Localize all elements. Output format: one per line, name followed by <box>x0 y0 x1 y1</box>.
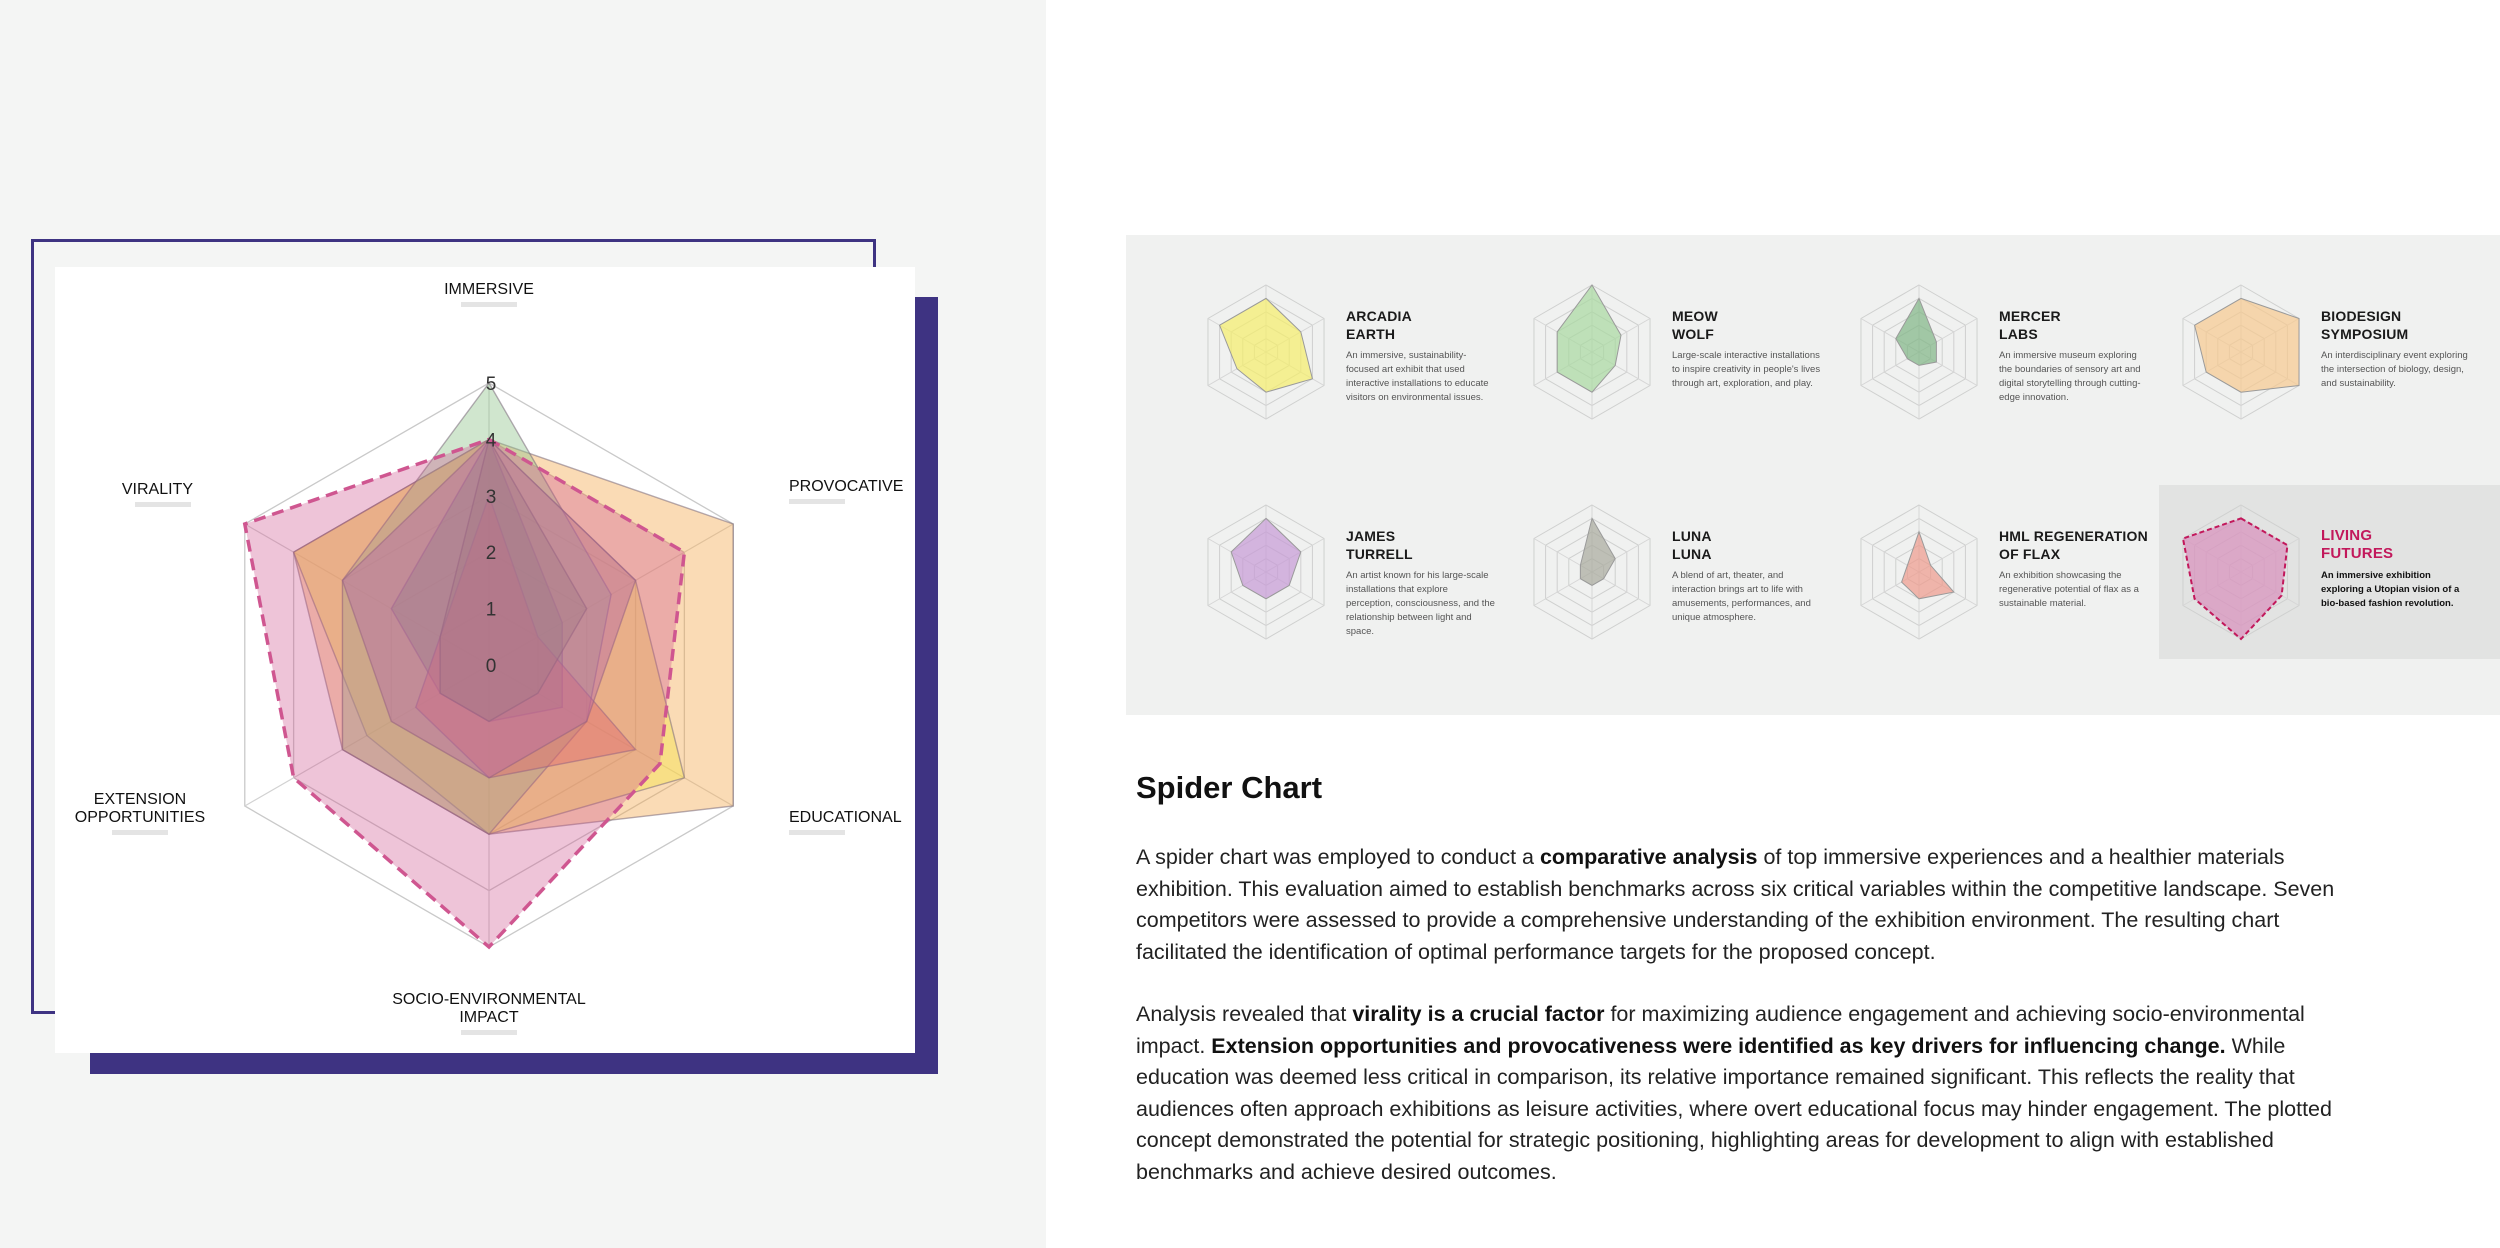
p2-text-c: for maximizing audience engagement and achieving socio-environmental impact. <box>1136 1002 2305 1058</box>
axis-label-socio-environmental-impact <box>392 991 586 1035</box>
p2-text-e: While education was deemed less critical in comparison, its relative importance remained significant. This reflects the reality that audiences often approach exhibitions as leisure activities, where overt educational focus may hinder engagement. The plotted concept demonstrated the potential for strategic positioning, highlighting areas for development to align with established benchmarks and achieve desired outcomes. <box>1136 1033 2332 1184</box>
competitor-card-luna-luna <box>1522 497 1842 657</box>
mini-spider-chart <box>1522 277 1672 437</box>
mini-spider-chart <box>1196 497 1346 657</box>
competitor-description: An artist known for his large-scale installations that explore perception, consciousness, and the relationship between light and space. <box>1346 570 1495 637</box>
tick-label: 2 <box>485 543 497 565</box>
mini-series-polygon <box>2195 298 2299 392</box>
competitor-description: An exhibition showcasing the regenerative potential of flax as a sustainable material. <box>1999 570 2139 609</box>
axis-label-provocative <box>789 478 903 504</box>
competitor-panel <box>1126 235 2500 715</box>
tick-label: 1 <box>485 599 497 621</box>
axis-label-underline <box>112 830 168 835</box>
mini-series-polygon <box>1557 285 1621 392</box>
paragraph-intro <box>1136 842 2370 968</box>
axis-label-virality <box>122 481 193 507</box>
competitor-card-living-futures <box>2171 497 2491 657</box>
tick-label: 3 <box>485 486 497 508</box>
svg-text:VIRALITY: VIRALITY <box>121 481 193 498</box>
competitor-card-hml-regeneration-of-flax <box>1849 497 2169 657</box>
competitor-name: BIODESIGN SYMPOSIUM <box>2321 308 2409 342</box>
paragraph-analysis <box>1136 999 2370 1188</box>
svg-text:PROVOCATIVE: PROVOCATIVE <box>789 478 904 495</box>
competitor-description: An immersive museum exploring the boundaries of sensory art and digital storytelling through cutting-edge innovation. <box>1999 350 2141 403</box>
axis-label-underline <box>789 830 845 835</box>
tick-label: 0 <box>485 656 497 677</box>
axis-label-underline <box>461 302 517 307</box>
competitor-description: A blend of art, theater, and interaction brings art to life with amusements, performances, and unique atmosphere. <box>1672 570 1811 623</box>
competitor-card-james-turrell <box>1196 497 1516 657</box>
axis-label-underline <box>789 499 845 504</box>
p2-text-a: Analysis revealed that <box>1136 1002 1353 1026</box>
competitor-name: JAMES TURRELL <box>1346 528 1413 562</box>
mini-series-polygon <box>1231 518 1301 598</box>
main-spider-chart <box>55 267 915 1053</box>
mini-spider-chart <box>1196 277 1346 437</box>
mini-spider-chart <box>1522 497 1672 657</box>
mini-spider-chart <box>2171 497 2321 657</box>
competitor-name: ARCADIA EARTH <box>1346 308 1412 342</box>
mini-spider-chart <box>1849 497 1999 657</box>
mini-series-polygon <box>1220 298 1313 392</box>
mini-series-polygon <box>1902 532 1954 599</box>
competitor-description: An immersive, sustainability-focused art exhibit that used interactive installations to educate visitors on environmental issues. <box>1346 350 1489 403</box>
competitor-name: LIVING FUTURES <box>2321 527 2394 562</box>
p2-bold-d: Extension opportunities and provocativeness were identified as key drivers for influencing change. <box>1211 1033 2226 1058</box>
competitor-card-arcadia-earth <box>1196 277 1516 437</box>
mini-spider-chart <box>2171 277 2321 437</box>
axis-label-underline <box>461 1030 517 1035</box>
competitor-card-meow-wolf <box>1522 277 1842 437</box>
section-heading: Spider Chart <box>1136 770 1323 805</box>
svg-text:EDUCATIONAL: EDUCATIONAL <box>789 809 902 826</box>
p1-bold: comparative analysis <box>1539 845 1758 869</box>
axis-label-underline <box>135 502 191 507</box>
competitor-name: LUNA LUNA <box>1672 528 1712 562</box>
mini-spider-chart <box>1849 277 1999 437</box>
tick-label: 4 <box>485 430 497 452</box>
svg-text:IMMERSIVE: IMMERSIVE <box>444 281 534 298</box>
competitor-name: MEOW WOLF <box>1672 308 1718 342</box>
competitor-name: HML REGENERATION OF FLAX <box>1999 528 2148 562</box>
p2-bold-b: virality is a crucial factor <box>1352 1002 1605 1026</box>
competitor-description: An immersive exhibition exploring a Utopian vision of a bio-based fashion revolution. <box>2321 570 2460 609</box>
competitor-name: MERCER LABS <box>1999 308 2061 342</box>
competitor-card-mercer-labs <box>1849 277 2169 437</box>
axis-label-immersive <box>444 281 534 307</box>
series-living-futures <box>245 439 685 947</box>
axis-label-extension-opportunities <box>75 791 205 835</box>
competitor-description: Large-scale interactive installations to inspire creativity in people's lives through art, exploration, and play. <box>1672 350 1821 389</box>
spider-chart-card <box>55 267 915 1053</box>
p1-text-c: of top immersive experiences and a healthier materials exhibition. This evaluation aimed to establish benchmarks across six critical variables within the competitive landscape. Seven competitors were assessed to provide a comprehensive understanding of the exhibition environment. The resulting chart facilitated the identification of optimal performance targets for the proposed concept. <box>1136 845 2335 964</box>
p1-text-a: A spider chart was employed to conduct a <box>1136 845 1540 869</box>
axis-label-educational <box>789 809 902 835</box>
svg-text:EXTENSIONOPPORTUNITIES: EXTENSION OPPORTUNITIES <box>74 791 206 826</box>
svg-text:SOCIO-ENVIRONMENTALIMPACT: SOCIO-ENVIRONMENTAL IMPACT <box>392 991 586 1026</box>
competitor-description: An interdisciplinary event exploring the intersection of biology, design, and sustainability. <box>2321 350 2468 389</box>
competitor-card-biodesign-symposium <box>2171 277 2491 437</box>
tick-label: 5 <box>485 374 497 395</box>
